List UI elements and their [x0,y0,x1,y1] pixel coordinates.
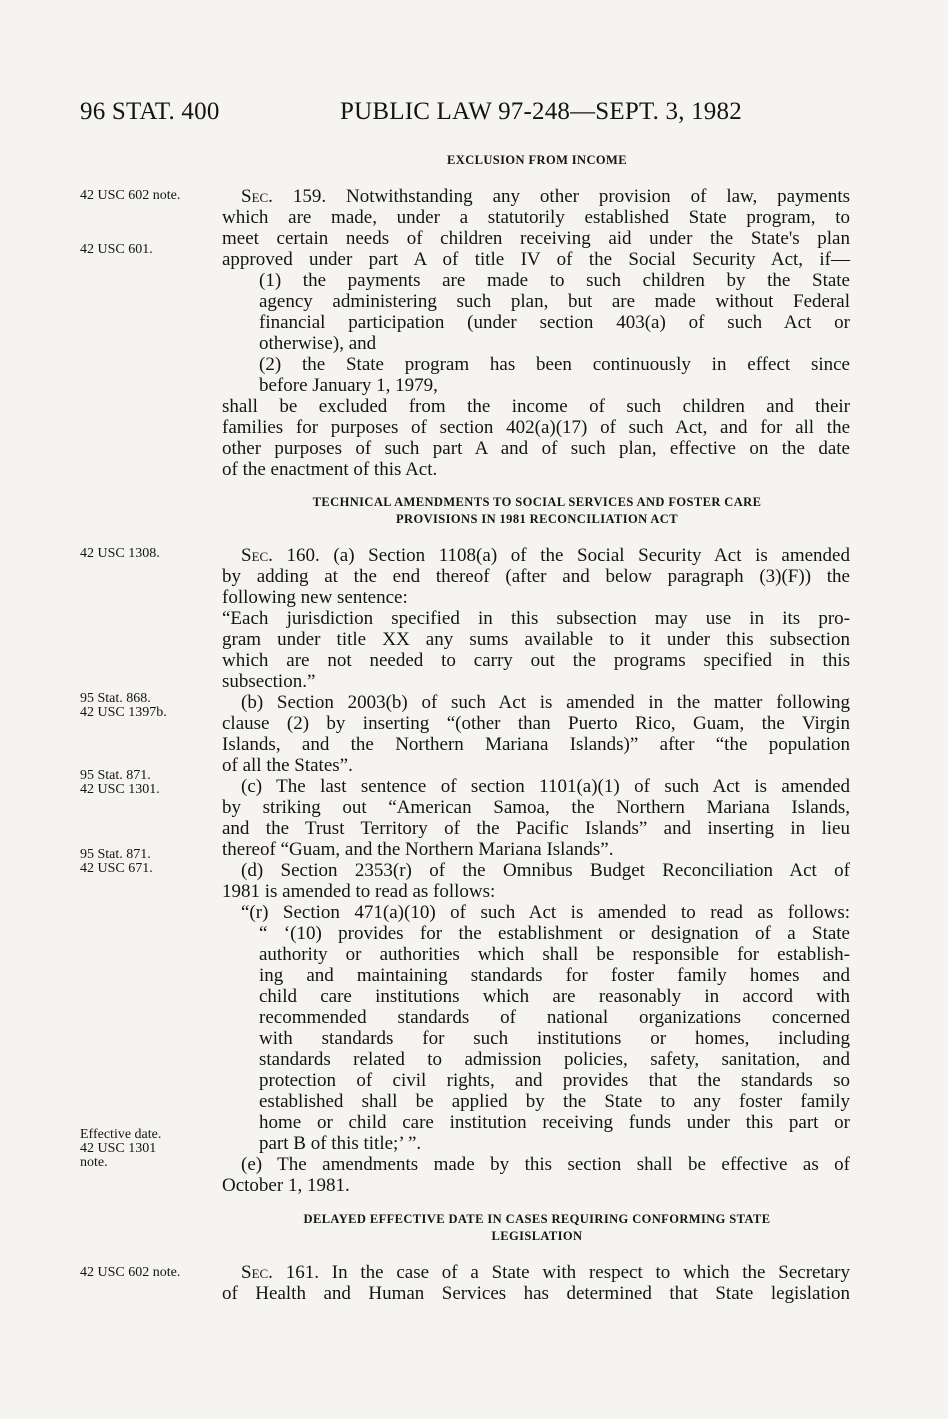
section-label: Sec. [241,545,273,566]
text-line: 1981 is amended to read as follows: [222,881,496,902]
margin-note: 95 Stat. 871. [80,768,151,783]
text-line: with standards for such institutions or homes, including [259,1028,850,1049]
section-heading-exclusion: EXCLUSION FROM INCOME [447,153,627,167]
margin-note: 42 USC 1308. [80,546,160,561]
text-line: Islands, and the Northern Mariana Islands)” after “the population [222,734,850,755]
law-title-header: PUBLIC LAW 97-248—SEPT. 3, 1982 [340,98,742,125]
text-line: standards related to admission policies, safety, sanitation, and [259,1049,850,1070]
text-line: (2) the State program has been continuously in effect since [259,354,850,375]
text-line: of all the States”. [222,755,353,776]
text-line: families for purposes of section 402(a)(17) of such Act, and for all the [222,417,850,438]
text-line: which are not needed to carry out the programs specified in this [222,650,850,671]
text-line: subsection.” [222,671,316,692]
text-line: approved under part A of title IV of the Social Security Act, if— [222,249,850,270]
margin-note: note. [80,1155,108,1170]
text-line: recommended standards of national organizations concerned [259,1007,850,1028]
text-line: before January 1, 1979, [259,375,438,396]
text-line: (c) The last sentence of section 1101(a)(1) of such Act is amended [241,776,850,797]
text-line: (1) the payments are made to such children by the State [259,270,850,291]
text-line: “Each jurisdiction specified in this subsection may use in its pro- [222,608,850,629]
text-line: child care institutions which are reasonably in accord with [259,986,850,1007]
text-line: which are made, under a statutorily established State program, to [222,207,850,228]
margin-note: 95 Stat. 871. [80,847,151,862]
text-line: shall be excluded from the income of such children and their [222,396,850,417]
section-label: Sec. [241,186,273,207]
text-line: clause (2) by inserting “(other than Puerto Rico, Guam, the Virgin [222,713,850,734]
text-line: “ ‘(10) provides for the establishment or designation of a State [259,923,850,944]
text-line: and the Trust Territory of the Pacific Islands” and inserting in lieu [222,818,850,839]
text-line: gram under title XX any sums available to it under this subsection [222,629,850,650]
section-heading-delayed-effective-date: LEGISLATION [491,1229,583,1243]
margin-note: 42 USC 1397b. [80,705,167,720]
text-line: agency administering such plan, but are made without Federal [259,291,850,312]
section-heading-delayed-effective-date: DELAYED EFFECTIVE DATE IN CASES REQUIRING CONFORMING STATE [303,1212,771,1226]
text-line: otherwise), and [259,333,377,354]
margin-note: 42 USC 602 note. [80,1265,181,1280]
margin-note: 42 USC 1301. [80,782,160,797]
text-line: by adding at the end thereof (after and below paragraph (3)(F)) the [222,566,850,587]
text-line: protection of civil rights, and provides that the standards so [259,1070,850,1091]
text-line: part B of this title;’ ”. [259,1133,422,1154]
section-label: Sec. [241,1262,273,1283]
margin-note: 42 USC 1301 [80,1141,157,1156]
section-heading-technical-amendments: TECHNICAL AMENDMENTS TO SOCIAL SERVICES AND FOSTER CARE [312,495,762,509]
text-line: “(r) Section 471(a)(10) of such Act is amended to read as follows: [241,902,850,923]
text-line: established shall be applied by the State to any foster family [259,1091,850,1112]
text-line: meet certain needs of children receiving aid under the State's plan [222,228,850,249]
text-line: of Health and Human Services has determined that State legislation [222,1283,850,1304]
text-line: Sec. 161. In the case of a State with respect to which the Secretary [241,1262,850,1283]
text-line: thereof “Guam, and the Northern Mariana Islands”. [222,839,614,860]
margin-note: 42 USC 601. [80,242,153,257]
text-line: (d) Section 2353(r) of the Omnibus Budget Reconciliation Act of [241,860,850,881]
text-line: ing and maintaining standards for foster family homes and [259,965,850,986]
text-line: Sec. 159. Notwithstanding any other provision of law, payments [241,186,850,207]
margin-note: 95 Stat. 868. [80,691,151,706]
text-line: Sec. 160. (a) Section 1108(a) of the Social Security Act is amended [241,545,850,566]
stat-page-number: 96 STAT. 400 [80,98,220,125]
margin-note: 42 USC 602 note. [80,188,181,203]
text-line: by striking out “American Samoa, the Northern Mariana Islands, [222,797,850,818]
text-line: (b) Section 2003(b) of such Act is amended in the matter following [241,692,850,713]
text-line: following new sentence: [222,587,408,608]
margin-note: Effective date. [80,1127,162,1142]
text-line: (e) The amendments made by this section shall be effective as of [241,1154,850,1175]
margin-note: 42 USC 671. [80,861,153,876]
text-line: authority or authorities which shall be responsible for establish- [259,944,850,965]
text-line: financial participation (under section 403(a) of such Act or [259,312,850,333]
text-line: other purposes of such part A and of such plan, effective on the date [222,438,850,459]
text-line: of the enactment of this Act. [222,459,438,480]
section-heading-technical-amendments: PROVISIONS IN 1981 RECONCILIATION ACT [396,512,678,526]
text-line: October 1, 1981. [222,1175,350,1196]
text-line: home or child care institution receiving funds under this part or [259,1112,850,1133]
